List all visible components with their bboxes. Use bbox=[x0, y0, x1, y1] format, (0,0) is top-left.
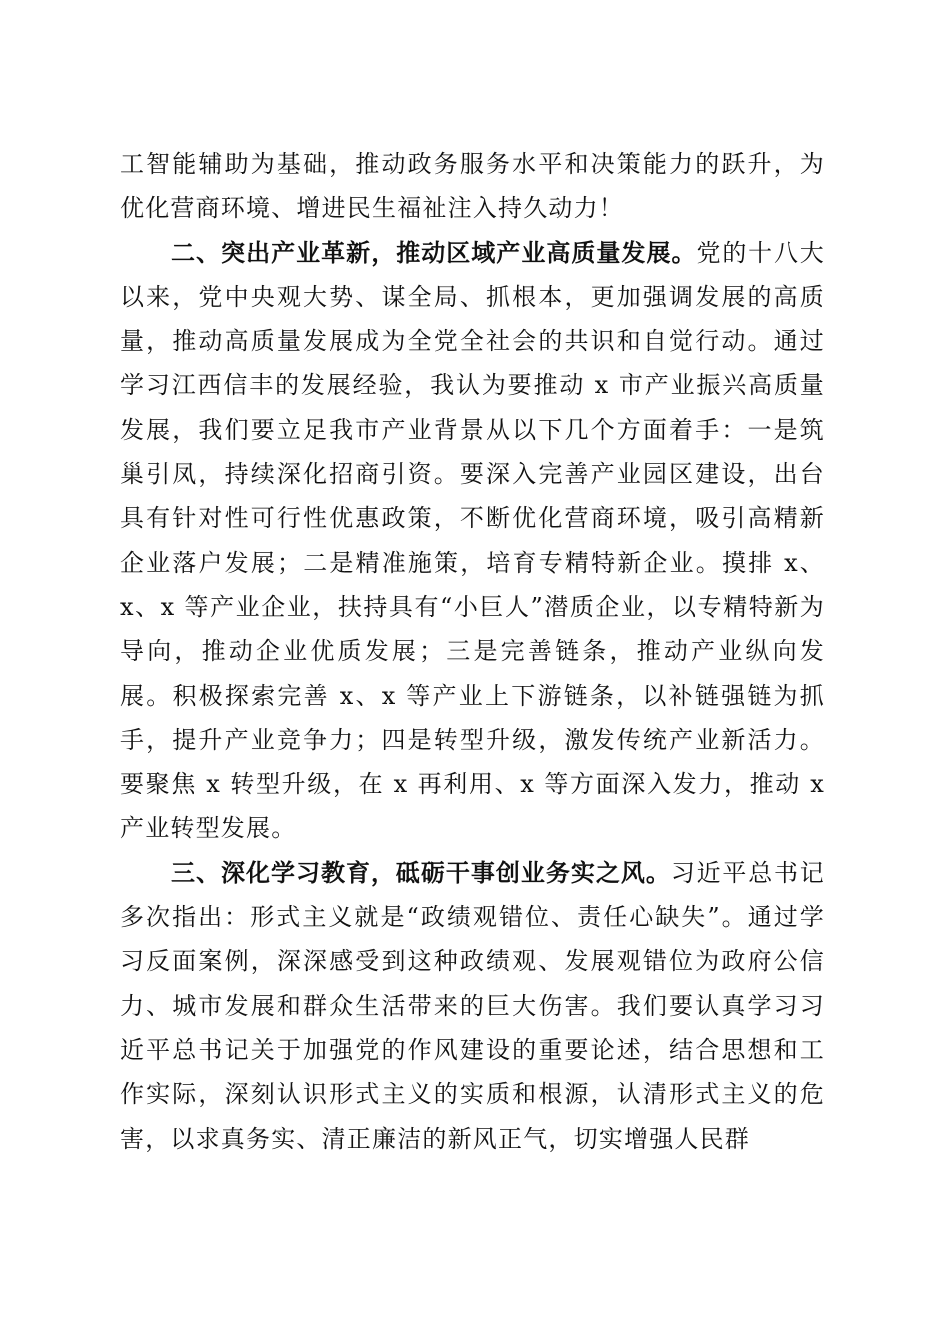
section-3-body: 习近平总书记多次指出：形式主义就是“政绩观错位、责任心缺失”。通过学习反面案例，深深感受到这种政绩观、发展观错位为政府公信力、城市发展和群众生活带来的巨大伤害。我们要认真学习习近平总书记关于加强党的作风建设的重要论述，结合思想和工作实际，深刻认识形式主义的实质和根源，认清形式主义的危害，以求真务实、清正廉洁的新风正气，切实增强人民群 bbox=[120, 858, 826, 1153]
section-3-heading: 三、深化学习教育，砥砺干事创业务实之风。 bbox=[171, 858, 671, 887]
section-2-heading: 二、突出产业革新，推动区域产业高质量发展。 bbox=[171, 238, 697, 267]
section-2-body: 党的十八大以来，党中央观大势、谋全局、抓根本，更加强调发展的高质量，推动高质量发展成为全党全社会的共识和自觉行动。通过学习江西信丰的发展经验，我认为要推动 x 市产业振兴高质量发展，我们要立足我市产业背景从以下几个方面着手：一是筑巢引凤，持续深化招商引资。要深入完善产业园区建设，出台具有针对性可行性优惠政策，不断优化营商环境，吸引高精新企业落户发展；二是精准施策，培育专精特新企业。摸排 x、x、x 等产业企业，扶持具有“小巨人”潜质企业，以专精特新为导向，推动企业优质发展；三是完善链条，推动产业纵向发展。积极探索完善 x、x 等产业上下游链条，以补链强链为抓手，提升产业竞争力；四是转型升级，激发传统产业新活力。要聚焦 x 转型升级，在 x 再利用、x 等方面深入发力，推动 x 产业转型发展。 bbox=[120, 238, 825, 843]
paragraph-section-2 bbox=[120, 231, 825, 851]
paragraph-section-3 bbox=[120, 851, 825, 1161]
paragraph-continuation: 工智能辅助为基础，推动政务服务水平和决策能力的跃升，为优化营商环境、增进民生福祉注入持久动力！ bbox=[120, 150, 825, 223]
document-body bbox=[120, 142, 825, 1161]
